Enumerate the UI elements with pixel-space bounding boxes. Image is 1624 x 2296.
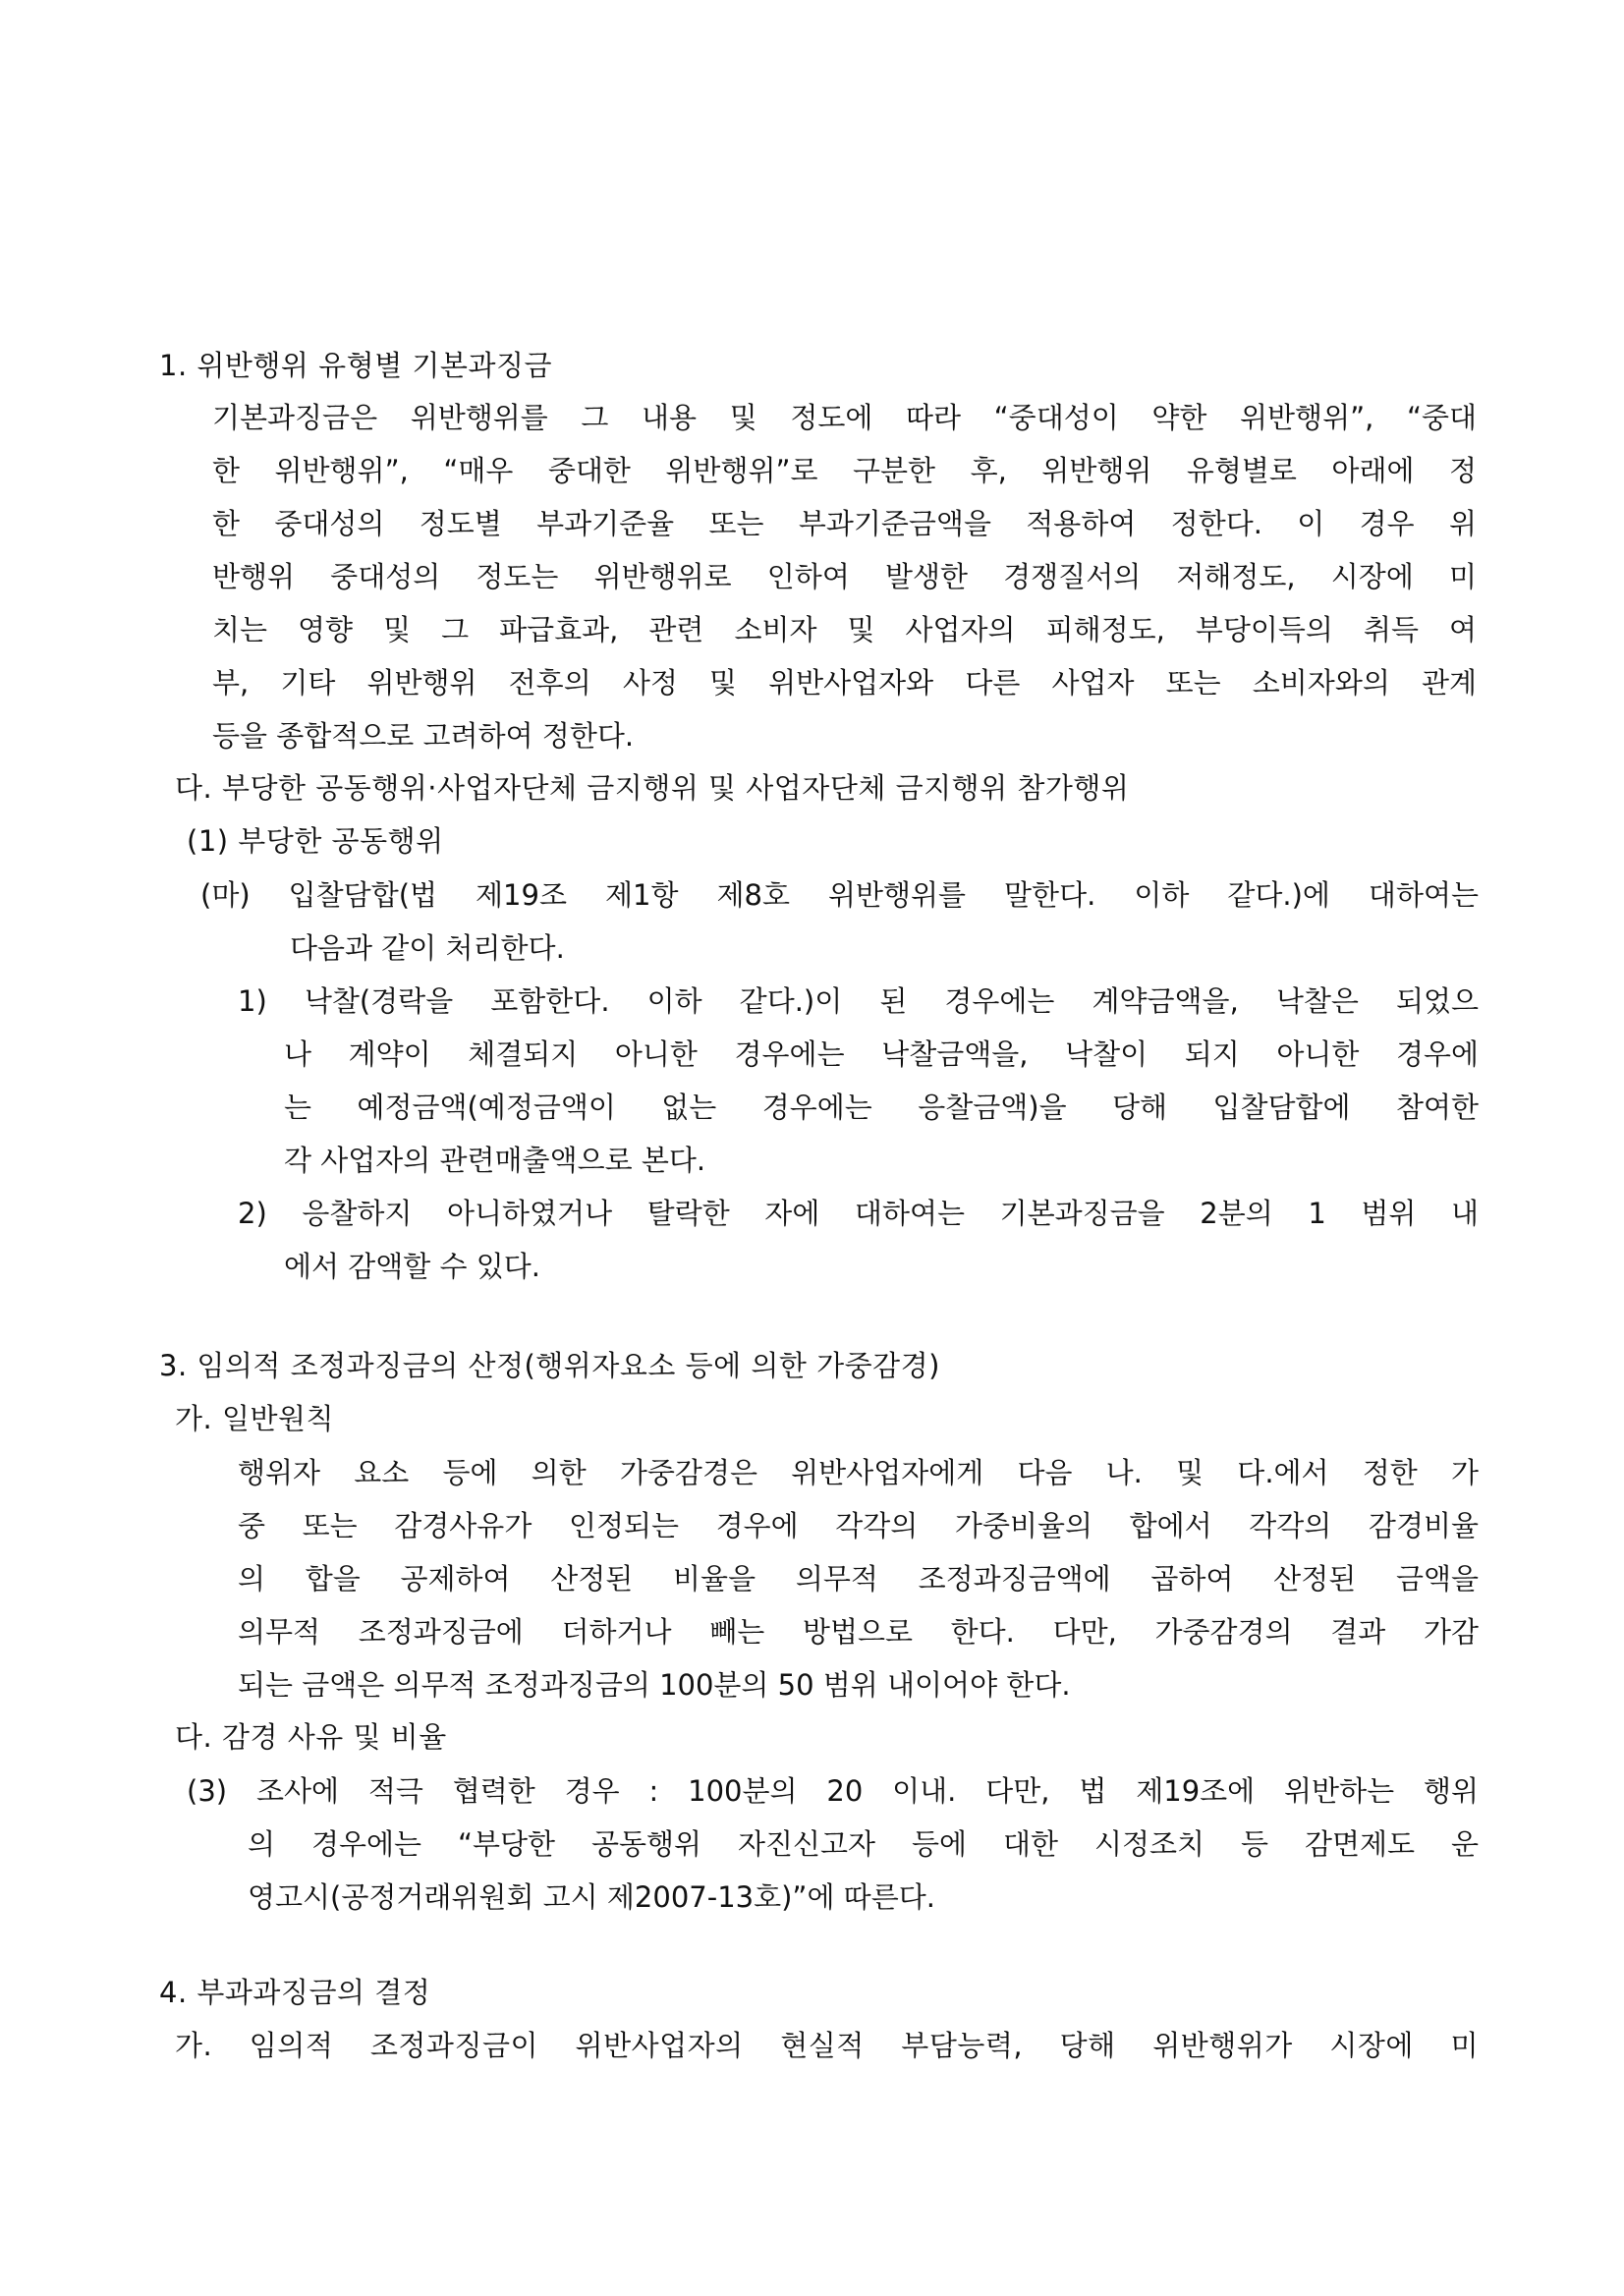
section1-heading: 1. 위반행위 유형별 기본과징금 bbox=[159, 349, 552, 382]
paragraph-line: 의 합을 공제하여 산정된 비율을 의무적 조정과징금액에 곱하여 산정된 금액을 bbox=[238, 1562, 1479, 1596]
section3-subheading-da: 다. 감경 사유 및 비율 bbox=[175, 1720, 447, 1754]
section1-subheading-ma bbox=[200, 868, 1479, 975]
section1-subheading-1: (1) 부당한 공동행위 bbox=[187, 824, 444, 858]
section1-item2 bbox=[238, 1187, 1479, 1293]
paragraph-line: 기본과징금은 위반행위를 그 내용 및 정도에 따라 “중대성이 약한 위반행위”, “중대 bbox=[212, 401, 1477, 434]
paragraph-line: 부, 기타 위반행위 전후의 사정 및 위반사업자와 다른 사업자 또는 소비자와의 관계 bbox=[212, 666, 1477, 700]
paragraph-line: 등을 종합적으로 고려하여 정한다. bbox=[212, 719, 635, 753]
item1-line: 는 예정금액(예정금액이 없는 경우에는 응찰금액)을 당해 입찰담합에 참여한 bbox=[284, 1091, 1479, 1124]
paragraph-line: 치는 영향 및 그 파급효과, 관련 소비자 및 사업자의 피해정도, 부당이득의 취득 여 bbox=[212, 613, 1477, 646]
section1-item1 bbox=[238, 975, 1479, 1187]
section3-paragraph bbox=[238, 1446, 1479, 1711]
item3-line: 영고시(공정거래위원회 고시 제2007-13호)”에 따른다. bbox=[248, 1880, 935, 1914]
subheading-ma-line: (마) 입찰담합(법 제19조 제1항 제8호 위반행위를 말한다. 이하 같다.)에 대하여는 bbox=[200, 878, 1479, 912]
item3-line: 의 경우에는 “부당한 공동행위 자진신고자 등에 대한 시정조치 등 감면제도 운 bbox=[248, 1827, 1479, 1861]
section4-heading: 4. 부과과징금의 결정 bbox=[159, 1976, 431, 2009]
item1-line: 1) 낙찰(경락을 포함한다. 이하 같다.)이 된 경우에는 계약금액을, 낙찰은 되었으 bbox=[238, 984, 1479, 1018]
paragraph-line: 한 중대성의 정도별 부과기준율 또는 부과기준금액을 적용하여 정한다. 이 경우 위 bbox=[212, 507, 1477, 540]
paragraph-line: 반행위 중대성의 정도는 위반행위로 인하여 발생한 경쟁질서의 저해정도, 시장에 미 bbox=[212, 560, 1477, 593]
item1-line: 나 계약이 체결되지 아니한 경우에는 낙찰금액을, 낙찰이 되지 아니한 경우에 bbox=[284, 1037, 1479, 1071]
paragraph-line: 행위자 요소 등에 의한 가중감경은 위반사업자에게 다음 나. 및 다.에서 정한 가 bbox=[238, 1456, 1479, 1489]
paragraph-line: 한 위반행위”, “매우 중대한 위반행위”로 구분한 후, 위반행위 유형별로 아래에 정 bbox=[212, 454, 1477, 487]
section3-heading: 3. 임의적 조정과징금의 산정(행위자요소 등에 의한 가중감경) bbox=[159, 1349, 940, 1382]
subheading-ma-line: 다음과 같이 처리한다. bbox=[290, 931, 565, 965]
section1-paragraph bbox=[212, 391, 1477, 762]
item1-line: 각 사업자의 관련매출액으로 본다. bbox=[284, 1144, 706, 1177]
section4-subheading-ga: 가. 임의적 조정과징금이 위반사업자의 현실적 부담능력, 당해 위반행위가 시장에 미 bbox=[175, 2029, 1479, 2062]
paragraph-line: 중 또는 감경사유가 인정되는 경우에 각각의 가중비율의 합에서 각각의 감경비율 bbox=[238, 1509, 1479, 1542]
paragraph-line: 되는 금액은 의무적 조정과징금의 100분의 50 범위 내이어야 한다. bbox=[238, 1668, 1071, 1702]
item3-line: (3) 조사에 적극 협력한 경우 : 100분의 20 이내. 다만, 법 제19조에 위반하는 행위 bbox=[187, 1774, 1479, 1808]
section1-subheading-da: 다. 부당한 공동행위·사업자단체 금지행위 및 사업자단체 금지행위 참가행위 bbox=[175, 771, 1130, 805]
item2-line: 2) 응찰하지 아니하였거나 탈락한 자에 대하여는 기본과징금을 2분의 1 범위 내 bbox=[238, 1197, 1479, 1230]
section3-subheading-ga: 가. 일반원칙 bbox=[175, 1402, 335, 1435]
section3-item3 bbox=[187, 1764, 1479, 1924]
paragraph-line: 의무적 조정과징금에 더하거나 빼는 방법으로 한다. 다만, 가중감경의 결과 가감 bbox=[238, 1615, 1479, 1649]
item2-line: 에서 감액할 수 있다. bbox=[284, 1250, 540, 1283]
